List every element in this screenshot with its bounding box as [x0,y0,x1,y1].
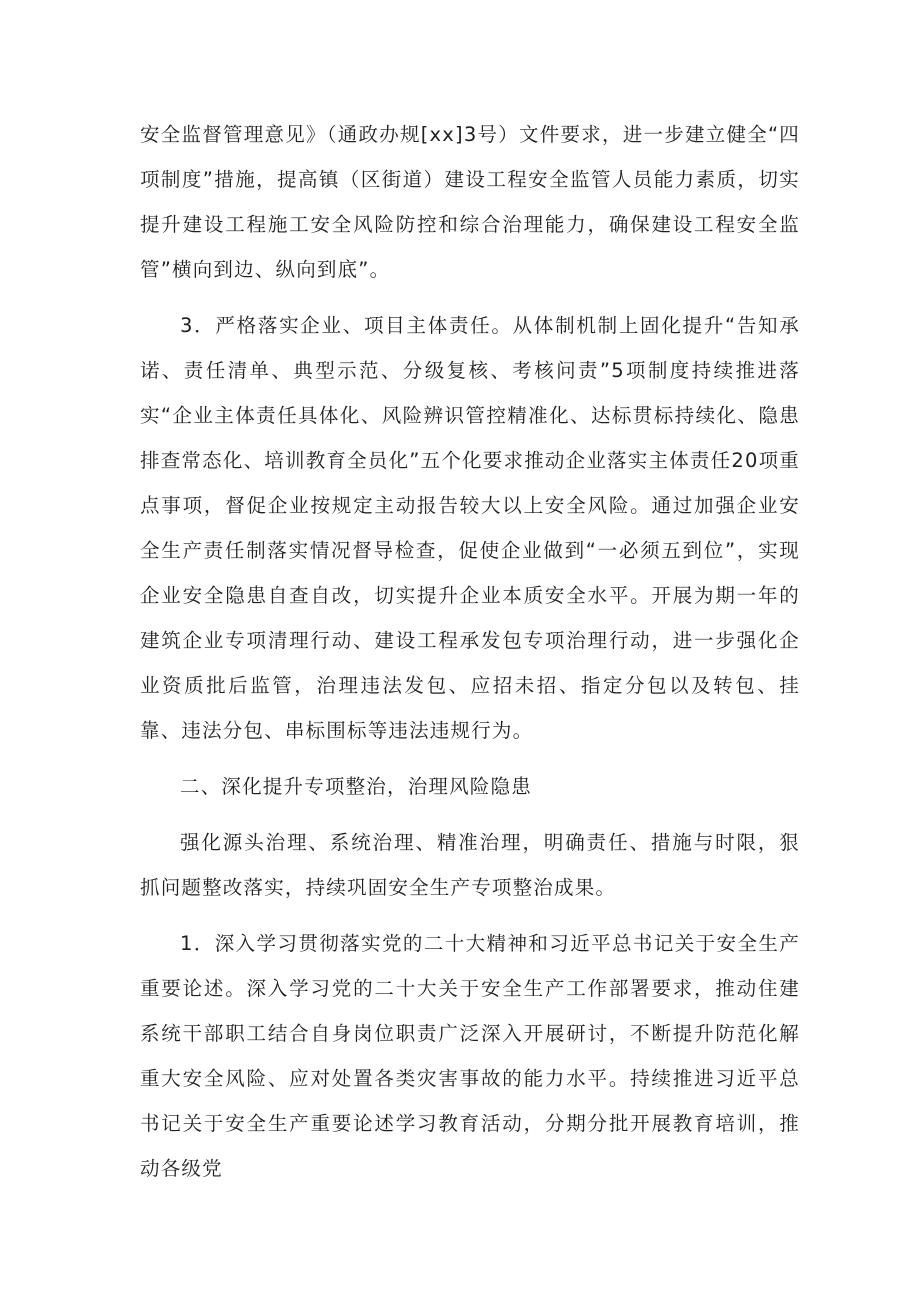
paragraph-continuation: 安全监督管理意见》（通政办规[xx]3号）文件要求，进一步建立健全“四项制度”措施，提高镇（区街道）建设工程安全监管人员能力素质，切实提升建设工程施工安全风险防控和综合治理能力，确保建设工程安全监管”横向到边、纵向到底”。 [140,123,800,281]
paragraph-gap [140,292,800,303]
section-intro: 强化源头治理、系统治理、精准治理，明确责任、措施与时限，狠抓问题整改落实，持续巩固安全生产专项整治成果。 [140,831,800,899]
paragraph-gap [140,753,800,764]
document-body [140,112,800,1191]
section-heading-2: 二、深化提升专项整治，治理风险隐患 [180,775,532,798]
paragraph-item-1: 1．深入学习贯彻落实党的二十大精神和习近平总书记关于安全生产重要论述。深入学习党的二十大关于安全生产工作部署要求，推动住建系统干部职工结合自身岗位职责广泛深入开展研讨，不断提升防范化解重大安全风险、应对处置各类灾害事故的能力水平。持续推进习近平总书记关于安全生产重要论述学习教育活动，分期分批开展教育培训，推动各级党 [140,932,800,1180]
paragraph-item-3: 3．严格落实企业、项目主体责任。从体制机制上固化提升“告知承诺、责任清单、典型示范、分级复核、考核问责”5项制度持续推进落实“企业主体责任具体化、风险辨识管控精准化、达标贯标持续化、隐患排查常态化、培训教育全员化”五个化要求推动企业落实主体责任20项重点事项，督促企业按规定主动报告较大以上安全风险。通过加强企业安全生产责任制落实情况督导检查，促使企业做到“一必须五到位”，实现企业安全隐患自查自改，切实提升企业本质安全水平。开展为期一年的建筑企业专项清理行动、建设工程承发包专项治理行动，进一步强化企业资质批后监管，治理违法发包、应招未招、指定分包以及转包、挂靠、违法分包、串标围标等违法违规行为。 [140,314,800,742]
paragraph-gap [140,910,800,921]
paragraph-gap [140,809,800,820]
